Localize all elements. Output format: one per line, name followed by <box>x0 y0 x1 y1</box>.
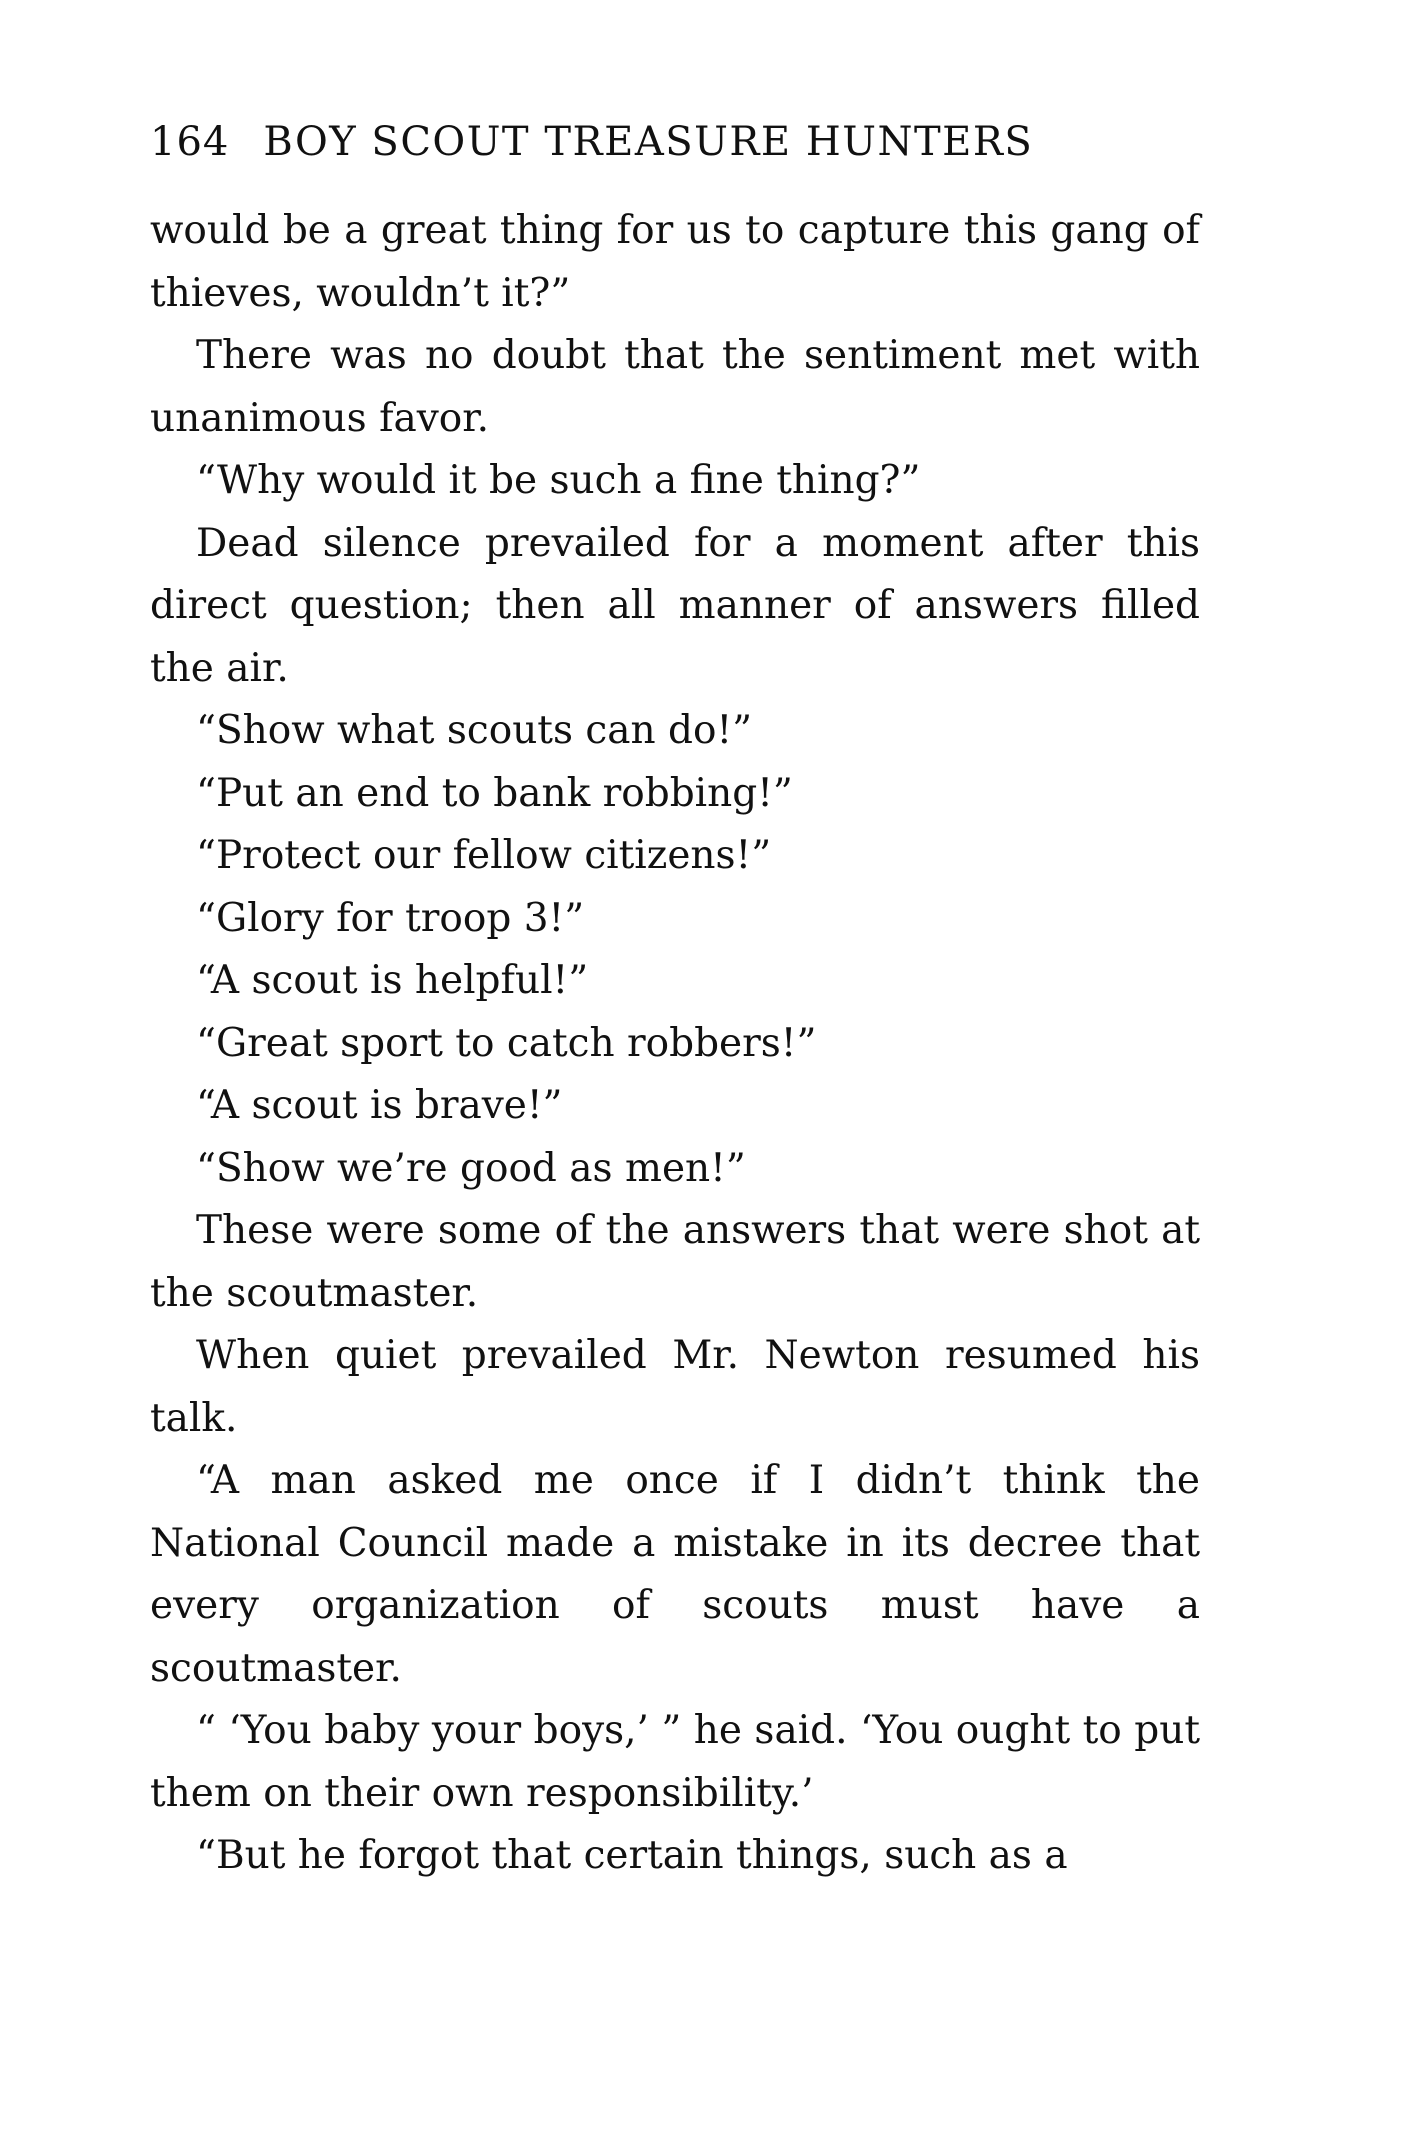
paragraph-4: Dead silence prevailed for a moment after this direct question; then all manner of answers filled the air. <box>150 520 1200 691</box>
paragraph-13: These were some of the answers that were shot at the scoutmaster. <box>150 1208 1200 1316</box>
paragraph-3: “Why would it be such a fine thing?” <box>196 458 921 503</box>
body-text <box>150 200 1200 1888</box>
paragraph-16: “ ‘You baby your boys,’ ” he said. ‘You ought to put them on their own responsibility.’ <box>150 1708 1200 1816</box>
paragraph-6: “Put an end to bank robbing!” <box>196 770 793 816</box>
paragraph-9: “A scout is helpful!” <box>196 958 589 1003</box>
paragraph-17: “But he forgot that certain things, such as a <box>196 1833 1068 1878</box>
paragraph-2: There was no doubt that the sentiment met with unanimous favor. <box>150 333 1200 441</box>
paragraph-12: “Show we’re good as men!” <box>196 1145 746 1191</box>
paragraph-14: When quiet prevailed Mr. Newton resumed his talk. <box>150 1333 1200 1441</box>
page-number: 164 <box>150 119 230 165</box>
paragraph-11: “A scout is brave!” <box>196 1083 563 1128</box>
paragraph-15: “A man asked me once if I didn’t think the National Council made a mistake in its decree that every organization of scouts must have a scoutmaster. <box>150 1458 1200 1691</box>
paragraph-7: “Protect our fellow citizens!” <box>196 833 772 878</box>
paragraph-8: “Glory for troop 3!” <box>196 895 585 941</box>
paragraph-10: “Great sport to catch robbers!” <box>196 1020 817 1066</box>
running-header <box>150 112 1200 172</box>
paragraph-1: would be a great thing for us to capture this gang of thieves, wouldn’t it?” <box>150 208 1200 316</box>
paragraph-5: “Show what scouts can do!” <box>196 708 753 753</box>
running-title: BOY SCOUT TREASURE HUNTERS <box>263 119 1034 165</box>
